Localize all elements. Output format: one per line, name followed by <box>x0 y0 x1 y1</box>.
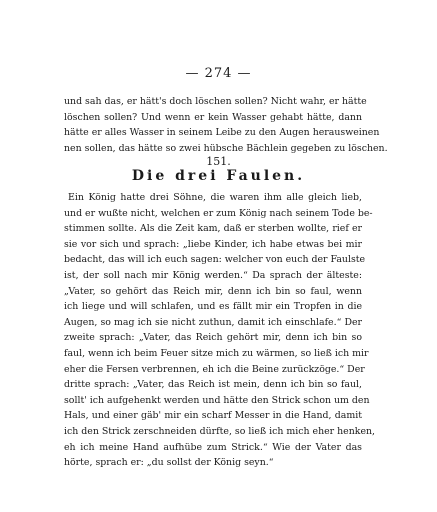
section-title: Die drei Faulen. <box>131 168 306 184</box>
text-line: ich den Strick zerschneiden dürfte, so ließ ich mich eher henken, <box>64 425 376 437</box>
text-line: ist, der soll nach mir König werden.“ Da sprach der älteste: <box>64 269 362 281</box>
text-line: bedacht, das will ich euch sagen: welcher von euch der Faulste <box>64 254 366 266</box>
text-line: faul, wenn ich beim Feuer sitze mich zu wärmen, so ließ ich mir <box>64 347 369 359</box>
text-line: Ein König hatte drei Söhne, die waren ihm alle gleich lieb, <box>68 192 362 203</box>
text-line: dritte sprach: „Vater, das Reich ist mein, denn ich bin so faul, <box>64 379 362 391</box>
text-line: hätte er alles Wasser in seinem Leibe zu den Augen herausweinen <box>64 127 380 139</box>
text-line: sollt' ich aufgehenkt werden und hätte den Strick schon um den <box>64 394 370 406</box>
text-line: ich liege und will schlafen, und es fällt mir ein Tropfen in die <box>64 301 362 313</box>
text-line: hörte, sprach er: „du sollst der König seyn.“ <box>64 457 274 469</box>
text-line: Augen, so mag ich sie nicht zuthun, damit ich einschlafe.“ Der <box>64 316 362 328</box>
section-number: 151. <box>206 155 231 168</box>
text-line: und sah das, er hätt's doch löschen sollen? Nicht wahr, er hätte <box>64 96 367 107</box>
text-line: stimmen sollte. Als die Zeit kam, daß er sterben wollte, rief er <box>64 223 362 235</box>
story-paragraph <box>64 190 376 471</box>
page-number: — 274 — <box>185 66 252 81</box>
text-line: nen sollen, das hätte so zwei hübsche Bächlein gegeben zu löschen. <box>64 142 388 154</box>
text-line: „Vater, so gehört das Reich mir, denn ich bin so faul, wenn <box>64 285 362 297</box>
text-line: eher die Fersen verbrennen, eh ich die Beine zurückzöge.“ Der <box>64 363 365 375</box>
text-line: sie vor sich und sprach: „liebe Kinder, ich habe etwas bei mir <box>64 238 362 250</box>
text-line: zweite sprach: „Vater, das Reich gehört mir, denn ich bin so <box>64 332 362 344</box>
text-line: löschen sollen? Und wenn er kein Wasser gehabt hätte, dann <box>64 111 362 123</box>
intro-paragraph <box>64 94 388 156</box>
text-line: eh ich meine Hand aufhübe zum Strick.“ Wie der Vater das <box>64 441 362 453</box>
text-line: und er wußte nicht, welchen er zum König nach seinem Tode be- <box>64 207 373 219</box>
text-line: Hals, und einer gäb' mir ein scharf Messer in die Hand, damit <box>64 410 362 422</box>
